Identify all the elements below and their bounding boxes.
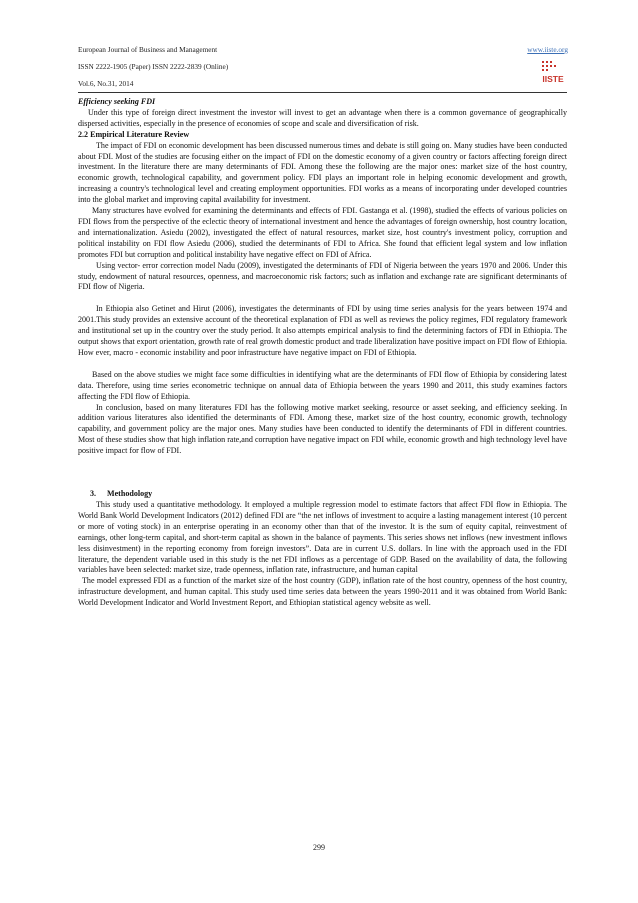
methodology-heading-row: [90, 489, 567, 500]
header-divider: [78, 92, 567, 93]
empirical-paragraph-3: Using vector- error correction model Nadu (2009), investigated the determinants of FDI of Nigeria between the years 1970 and 2006. Under this study, endowment of natural resources, openness, and macroeconomic risk factors; such as inflation and exchange rate are significant determinants of FDI flow of Nigeria.: [78, 260, 567, 292]
empirical-paragraph-6: In conclusion, based on many literatures FDI has the following motive market seeking, resource or asset seeking, and efficiency seeking. In addition various literatures also identified the determinants of FDI. Among these, market size of the host country, economic growth, technology capability, and government policy are the major ones. Many studies have been conducted to identify the determinants of FDI in different countries. Most of these studies show that high inflation rate,and corruption have negative impact on FDI while, economic growth and high technology level have positive impact for flow of FDI.: [78, 402, 567, 456]
iiste-logo: [539, 59, 567, 85]
empirical-heading: 2.2 Empirical Literature Review: [78, 129, 190, 139]
empirical-paragraph-2: Many structures have evolved for examining the determinants and effects of FDI. Gastanga et al. (1998), studied the effects of various policies on FDI flows from the perspective of the eclectic theory of international investment and hence the advantages of foreign ownership, host country location, and internationalization. Asiedu (2002), investigated the effect of natural resources, market size, host country's investment policy, corruption and political instability on FDI flow Asiedu (2006), studied the determinants of FDI to Africa. She found that efficient legal system and low inflation promotes FDI but corruption and political instability have negative effect on FDI of Africa.: [78, 206, 567, 259]
issn-line: ISSN 2222-1905 (Paper) ISSN 2222-2839 (Online): [78, 62, 229, 71]
empirical-paragraph-5: Based on the above studies we might face some difficulties in identifying what are the determinants of FDI flow of Ethiopia by considering latest data. Therefore, using time series econometric technique on annual data of Ethiopia between the years 1990 and 2011, this study examines factors affecting the FDI flow of Ethiopia.: [78, 369, 567, 401]
volume-line: Vol.6, No.31, 2014: [78, 79, 134, 88]
efficiency-heading: Efficiency seeking FDI: [78, 97, 156, 106]
journal-title: European Journal of Business and Management: [78, 45, 218, 54]
empirical-paragraph-4: In Ethiopia also Getinet and Hirut (2006), investigates the determinants of FDI by using time series analysis for the years between 1974 and 2001.This study provides an extensive account of the theoretical explanation of FDI as well as reviews the policy regimes, FDI regulatory framework and institutional set up in the country over the study period. It also attempts empirical analysis to find the determining factors of FDI in Ethiopia. The output shows that export orientation, growth rate of real growth domestic product and trade liberalization have positive impact on FDI flow of Ethiopia. How ever, macro - economic instability and poor infrastructure have negative impact on FDI of Ethiopia.: [78, 304, 567, 357]
methodology-number: 3.: [90, 489, 97, 499]
page-number: 299: [313, 843, 325, 852]
logo-text: IISTE: [542, 74, 564, 84]
journal-url-link[interactable]: www.iiste.org: [527, 45, 568, 54]
article-body: [78, 97, 567, 609]
efficiency-paragraph: Under this type of foreign direct investment the investor will invest to get an advantage when there is a common governance of geographically dispersed activities, especially in the presence of economies of scope and scale and diversification of risk.: [78, 107, 567, 128]
methodology-paragraph-1: This study used a quantitative methodology. It employed a multiple regression model to estimate factors that affect FDI flow in Ethiopia. The World Bank World Development Indicators (2012) defined FDI are “the net inflows of investment to acquire a lasting management interest (10 percent or more of voting stock) in an enterprise operating in an economy other than that of the investor. It is the sum of equity capital, reinvestment of earnings, other long-term capital, and short-term capital as shown in the balance of payments. This series shows net inflows (new investment inflows less disinvestment) in the reporting economy from foreign investors”. Data are in current U.S. dollars. In line with the approach used in the FDI literature, the dependent variable used in this study is the net FDI inflows as a percentage of GDP. Based on the availability of data, the following variables have been selected: market size, trade openness, inflation rate, infrastructure, and human capital: [78, 500, 567, 575]
methodology-heading: Methodology: [107, 489, 153, 499]
empirical-paragraph-1: The impact of FDI on economic development has been discussed numerous times and debate is still going on. Many studies have been conducted about FDI. Most of the studies are focusing either on the impact of FDI on the domestic economy of a given country or factors affecting foreign direct investment. In the literature there are many determinants of FDI. Among these the following are the major ones: market size of the host country, economic growth, technological capability, and government policy. FDI plays an important role in helping economic development and growth, increasing a country's technological level and creating employment opportunities. FDI works as a means of incorporating under developed countries into the global market and improving capital availability for investment.: [78, 140, 567, 205]
methodology-paragraph-2: The model expressed FDI as a function of the market size of the host country (GDP), inflation rate of the host country, openness of the host country, infrastructure development, and human capital. This study used time series data between the years 1990-2011 and it was obtained from World Bank: World Development Indicator and World Investment Report, and Ethiopian statistical agency website as well.: [78, 576, 567, 608]
